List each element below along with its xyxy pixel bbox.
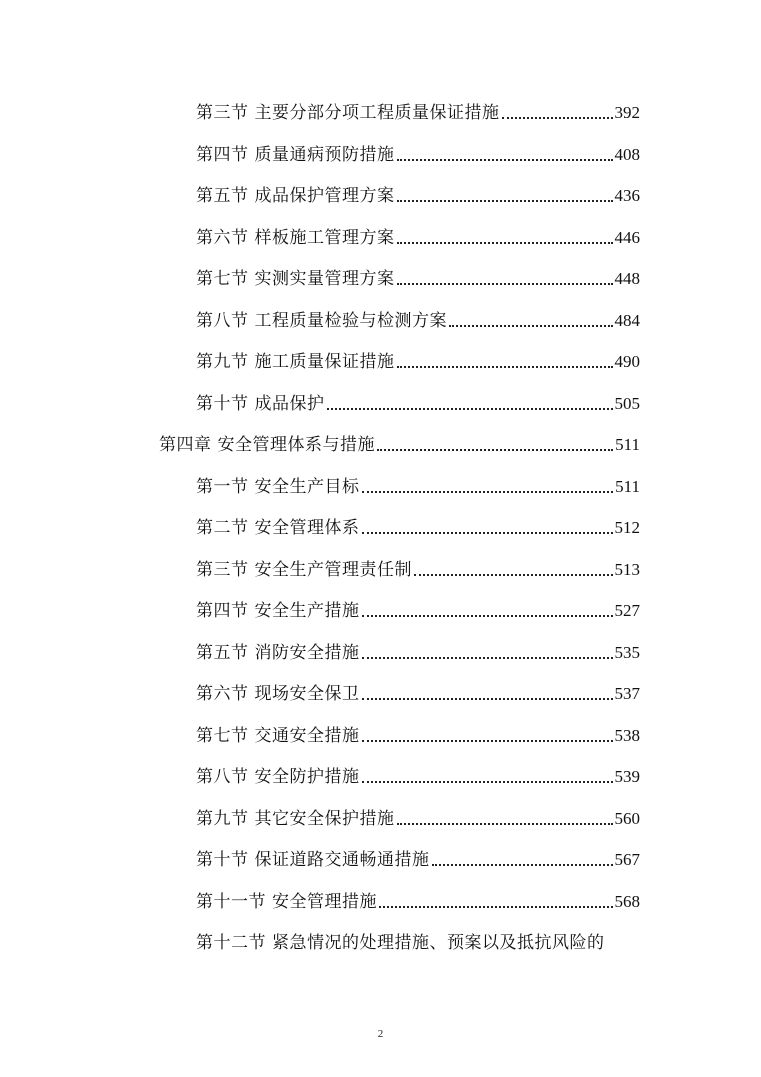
toc-entry-label <box>196 476 360 498</box>
toc-entry-page: 537 <box>614 684 640 703</box>
toc-entry-page: 490 <box>614 352 640 371</box>
toc-entry-title: 质量通病预防措施 <box>254 145 395 165</box>
toc-entry[interactable] <box>196 800 640 830</box>
toc-entry[interactable] <box>196 634 640 664</box>
toc-entry-title: 主要分部分项工程质量保证措施 <box>254 103 500 123</box>
toc-entry[interactable] <box>196 136 640 166</box>
toc-entry-label <box>196 310 447 332</box>
toc-entry-page: 408 <box>614 145 640 164</box>
toc-entry-page: 568 <box>614 892 640 911</box>
toc-entry-number: 第十节 <box>196 850 249 870</box>
toc-leader-dots <box>449 324 613 327</box>
toc-entry-label <box>196 849 430 871</box>
toc-entry-page: 436 <box>614 186 640 205</box>
toc-entry-page: 513 <box>614 560 640 579</box>
toc-entry-label <box>196 227 395 249</box>
toc-entry-number: 第七节 <box>196 726 249 746</box>
toc-entry-title: 安全管理体系与措施 <box>217 435 375 455</box>
toc-entry-title: 保证道路交通畅通措施 <box>254 850 430 870</box>
toc-entry-number: 第四节 <box>196 601 249 621</box>
toc-entry[interactable] <box>196 177 640 207</box>
toc-entry-label <box>196 517 360 539</box>
toc-entry-continued[interactable] <box>196 924 640 954</box>
toc-entry[interactable] <box>196 94 640 124</box>
toc-entry[interactable] <box>196 883 640 913</box>
toc-entry[interactable] <box>196 551 640 581</box>
toc-leader-dots <box>397 241 613 244</box>
toc-entry-page: 484 <box>614 311 640 330</box>
toc-entry[interactable] <box>196 841 640 871</box>
toc-entry-label <box>159 434 375 456</box>
toc-entry-label <box>196 766 360 788</box>
toc-entry[interactable] <box>196 758 640 788</box>
toc-leader-dots <box>502 116 613 119</box>
toc-leader-dots <box>362 780 613 783</box>
toc-entry-page: 527 <box>614 601 640 620</box>
toc-entry[interactable] <box>196 717 640 747</box>
toc-entry-page: 560 <box>614 809 640 828</box>
toc-entry-title: 安全生产措施 <box>254 601 360 621</box>
toc-entry-page: 535 <box>614 643 640 662</box>
toc-entry-title: 样板施工管理方案 <box>254 228 395 248</box>
toc-entry-number: 第七节 <box>196 269 249 289</box>
toc-leader-dots <box>414 573 613 576</box>
toc-entry[interactable] <box>196 468 640 498</box>
toc-entry-label <box>196 600 360 622</box>
toc-leader-dots <box>362 490 614 493</box>
toc-entry-title: 工程质量检验与检测方案 <box>254 311 447 331</box>
toc-entry-title: 紧急情况的处理措施、预案以及抵抗风险的 <box>272 933 605 953</box>
toc-entry-title: 成品保护 <box>254 394 325 414</box>
toc-entry-number: 第九节 <box>196 352 249 372</box>
toc-entry-label <box>196 144 395 166</box>
toc-entry-label <box>196 932 605 954</box>
toc-entry[interactable] <box>196 592 640 622</box>
toc-entry-label <box>196 351 395 373</box>
toc-entry-page: 392 <box>614 103 640 122</box>
toc-entry-label <box>196 683 360 705</box>
toc-leader-dots <box>362 739 613 742</box>
toc-entry-number: 第十节 <box>196 394 249 414</box>
toc-entry-title: 交通安全措施 <box>254 726 360 746</box>
toc-entry-label <box>196 393 325 415</box>
toc-entry-label <box>196 559 412 581</box>
toc-entry-title: 安全防护措施 <box>254 767 360 787</box>
toc-entry-page: 567 <box>614 850 640 869</box>
toc-leader-dots <box>379 905 613 908</box>
toc-leader-dots <box>327 407 613 410</box>
toc-entry-title: 成品保护管理方案 <box>254 186 395 206</box>
toc-leader-dots <box>397 158 613 161</box>
toc-entry[interactable] <box>196 219 640 249</box>
toc-entry-number: 第二节 <box>196 518 249 538</box>
toc-entry-title: 安全管理体系 <box>254 518 360 538</box>
toc-leader-dots <box>397 282 613 285</box>
toc-entry[interactable] <box>196 343 640 373</box>
toc-entry-label <box>196 808 395 830</box>
toc-entry[interactable] <box>196 675 640 705</box>
toc-entry-label <box>196 891 377 913</box>
toc-entry-page: 512 <box>614 518 640 537</box>
toc-entry[interactable] <box>196 509 640 539</box>
toc-leader-dots <box>362 614 613 617</box>
toc-chapter-entry[interactable] <box>159 426 640 456</box>
toc-entry-title: 安全管理措施 <box>272 892 377 912</box>
toc-entry-number: 第十二节 <box>196 933 266 953</box>
toc-entry-number: 第三节 <box>196 103 249 123</box>
toc-entry-title: 施工质量保证措施 <box>254 352 395 372</box>
toc-entry-number: 第九节 <box>196 809 249 829</box>
toc-entry-number: 第十一节 <box>196 892 266 912</box>
toc-entry-title: 其它安全保护措施 <box>254 809 395 829</box>
toc-entry-number: 第一节 <box>196 477 249 497</box>
toc-entry-title: 安全生产目标 <box>254 477 360 497</box>
toc-entry[interactable] <box>196 302 640 332</box>
toc-leader-dots <box>362 531 613 534</box>
toc-entry-page: 538 <box>614 726 640 745</box>
toc-entry-number: 第六节 <box>196 228 249 248</box>
toc-entry-number: 第八节 <box>196 311 249 331</box>
toc-entry-label <box>196 725 360 747</box>
toc-entry-title: 消防安全措施 <box>254 643 360 663</box>
toc-entry-number: 第五节 <box>196 186 249 206</box>
toc-leader-dots <box>432 863 613 866</box>
toc-leader-dots <box>377 448 613 451</box>
toc-entry-number: 第四节 <box>196 145 249 165</box>
toc-leader-dots <box>397 822 613 825</box>
toc-entry[interactable] <box>196 385 640 415</box>
page-number: 2 <box>377 1028 384 1040</box>
toc-entry-page: 511 <box>615 435 640 454</box>
toc-entry-number: 第五节 <box>196 643 249 663</box>
toc-leader-dots <box>397 199 613 202</box>
toc-entry-page: 505 <box>614 394 640 413</box>
toc-entry-page: 446 <box>614 228 640 247</box>
toc-leader-dots <box>362 656 613 659</box>
toc-entry-number: 第四章 <box>159 435 212 455</box>
toc-entry-title: 安全生产管理责任制 <box>254 560 412 580</box>
toc-entry-number: 第三节 <box>196 560 249 580</box>
toc-entry-number: 第六节 <box>196 684 249 704</box>
toc-leader-dots <box>362 697 613 700</box>
toc-entry-number: 第八节 <box>196 767 249 787</box>
toc-entry-label <box>196 185 395 207</box>
toc-entry-label <box>196 642 360 664</box>
toc-entry-page: 539 <box>614 767 640 786</box>
toc-entry-label <box>196 102 500 124</box>
toc-entry-title: 现场安全保卫 <box>254 684 360 704</box>
toc-entry-title: 实测实量管理方案 <box>254 269 395 289</box>
toc-entry[interactable] <box>196 260 640 290</box>
toc-entry-label <box>196 268 395 290</box>
toc-entry-page: 448 <box>614 269 640 288</box>
toc-entry-page: 511 <box>615 477 640 496</box>
toc-leader-dots <box>397 365 613 368</box>
